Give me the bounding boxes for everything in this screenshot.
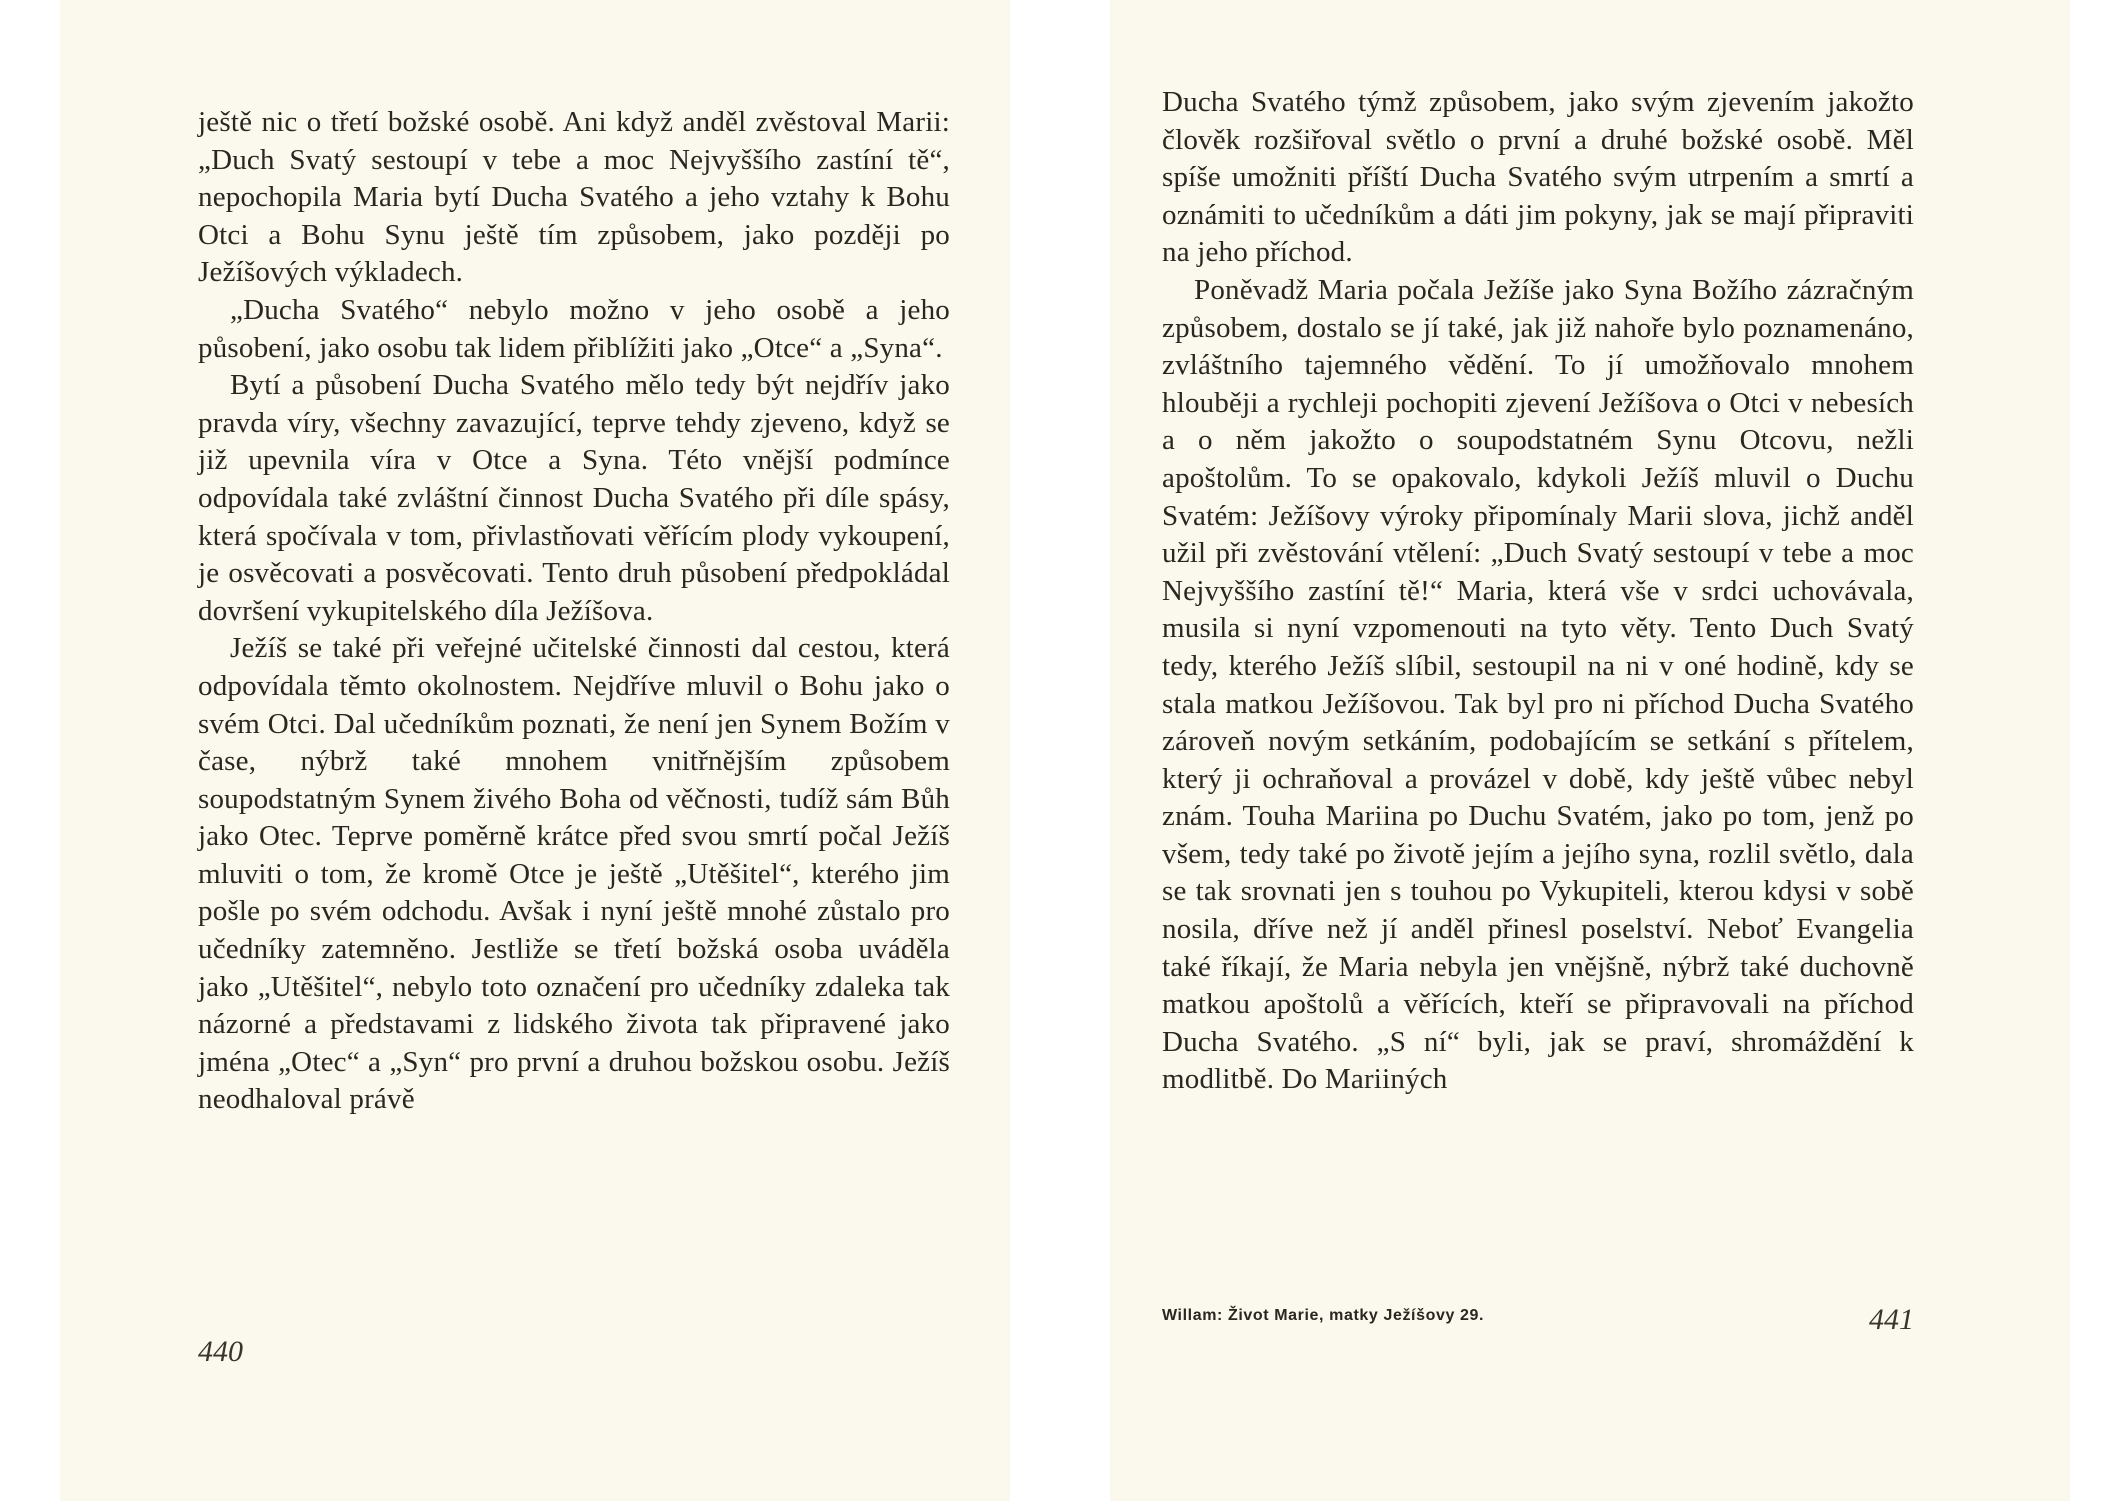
left-page-text bbox=[198, 104, 950, 1119]
paragraph: Ježíš se také při veřejné učitelské činnosti dal cestou, která odpovídala těmto okolnostem. Nejdříve mluvil o Bohu jako o svém Otci. Dal učedníkům poznati, že není jen Synem Božím v čase, nýbrž také mnohem vnitřnějším způsobem soupodstatným Synem živého Boha od věčnosti, tudíž sám Bůh jako Otec. Teprve poměrně krátce před svou smrtí počal Ježíš mluviti o tom, že kromě Otce je ještě „Utěšitel“, kterého jim pošle po svém odchodu. Avšak i nyní ještě mnohé zůstalo pro učedníky zatemněno. Jestliže se třetí božská osoba uváděla jako „Utěšitel“, nebylo toto označení pro učedníky zdaleka tak názorné a představami z lidského života tak připravené jako jména „Otec“ a „Syn“ pro první a druhou božskou osobu. Ježíš neodhaloval právě bbox=[198, 632, 950, 1116]
paragraph: „Ducha Svatého“ nebylo možno v jeho osobě a jeho působení, jako osobu tak lidem přiblížiti jako „Otce“ a „Syna“. bbox=[198, 293, 950, 364]
paragraph: ještě nic o třetí božské osobě. Ani když anděl zvěstoval Marii: „Duch Svatý sestoupí v tebe a moc Nejvyššího zastíní tě“, nepochopila Maria bytí Ducha Svatého a jeho vztahy k Bohu Otci a Bohu Synu ještě tím způsobem, jako později po Ježíšových výkladech. bbox=[198, 106, 950, 289]
right-page-text bbox=[1162, 84, 1914, 1099]
right-page bbox=[1110, 0, 2070, 1501]
signature-line: Willam: Život Marie, matky Ježíšovy 29. bbox=[1162, 1307, 1485, 1324]
page-number: 440 bbox=[198, 1335, 243, 1368]
paragraph: Bytí a působení Ducha Svatého mělo tedy být nejdřív jako pravda víry, všechny zavazující, teprve tehdy zjeveno, když se již upevnila víra v Otce a Syna. Této vnější podmínce odpovídala také zvláštní činnost Ducha Svatého při díle spásy, která spočívala v tom, přivlastňovati věřícím plody vykoupení, je osvěcovati a posvěcovati. Tento druh působení předpokládal dovršení vykupitelského díla Ježíšova. bbox=[198, 369, 950, 627]
paragraph: Poněvadž Maria počala Ježíše jako Syna Božího zázračným způsobem, dostalo se jí také, jak již nahoře bylo poznamenáno, zvláštního tajemného vědění. To jí umožňovalo mnohem hlouběji a rychleji pochopiti zjevení Ježíšova o Otci v nebesích a o něm jakožto o soupodstatném Synu Otcovu, nežli apoštolům. To se opakovalo, kdykoli Ježíš mluvil o Duchu Svatém: Ježíšovy výroky připomínaly Marii slova, jichž anděl užil při zvěstování vtělení: „Duch Svatý sestoupí v tebe a moc Nejvyššího zastíní tě!“ Maria, která vše v srdci uchovávala, musila si nyní vzpomenouti na tyto věty. Tento Duch Svatý tedy, kterého Ježíš slíbil, sestoupil na ni v oné hodině, kdy se stala matkou Ježíšovou. Tak byl pro ni příchod Ducha Svatého zároveň novým setkáním, podobajícím se setkání s přítelem, který ji ochraňoval a provázel v době, kdy ještě vůbec nebyl znám. Touha Mariina po Duchu Svatém, jako po tom, jenž po všem, tedy také po životě jejím a jejího syna, rozlil světlo, dala se tak srovnati jen s touhou po Vykupiteli, kterou kdysi v sobě nosila, dříve než jí anděl přinesl poselství. Neboť Evangelia také říkají, že Maria nebyla jen vnějšně, nýbrž také duchovně matkou apoštolů a věřících, kteří se připravovali na příchod Ducha Svatého. „S ní“ byli, jak se praví, shromáždění k modlitbě. Do Mariiných bbox=[1162, 273, 1914, 1096]
paragraph: Ducha Svatého týmž způsobem, jako svým zjevením jakožto člověk rozšiřoval světlo o první a druhé božské osobě. Měl spíše umožniti příští Ducha Svatého svým utrpením a smrtí a oznámiti to učedníkům a dáti jim pokyny, jak se mají připraviti na jeho příchod. bbox=[1162, 86, 1914, 269]
left-page bbox=[60, 0, 1010, 1501]
page-number: 441 bbox=[1869, 1303, 1914, 1336]
